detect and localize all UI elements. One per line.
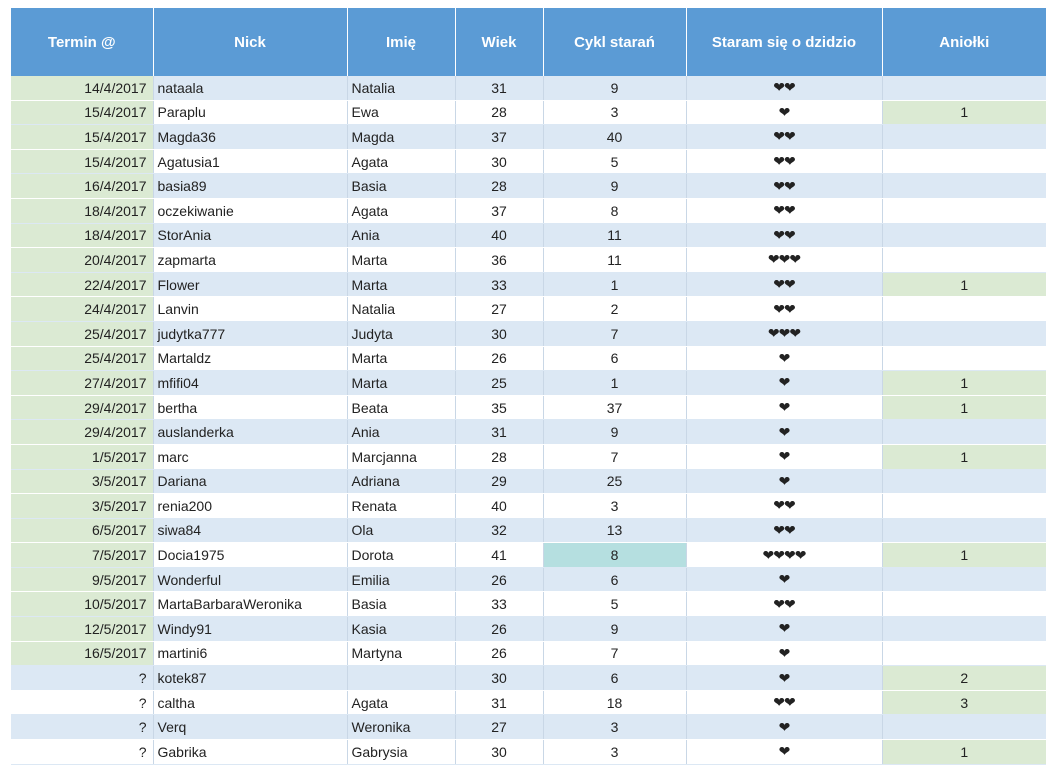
cell-wiek[interactable]: 26 [455,346,543,371]
cell-cykl[interactable]: 9 [543,174,686,199]
cell-cykl[interactable]: 18 [543,690,686,715]
header-row [11,8,1046,76]
cell-wiek[interactable]: 30 [455,666,543,691]
cell-cykl[interactable]: 7 [543,444,686,469]
cell-wiek[interactable]: 26 [455,641,543,666]
cell-cykl[interactable]: 3 [543,740,686,765]
table-row [11,641,1046,666]
cell-imie[interactable]: Adriana [347,469,455,494]
cell-termin[interactable]: 15/4/2017 [11,149,153,174]
cell-termin[interactable]: 10/5/2017 [11,592,153,617]
cell-aniolki[interactable]: 1 [882,444,1046,469]
cell-nick[interactable]: kotek87 [153,666,347,691]
cell-wiek[interactable]: 27 [455,297,543,322]
header-aniolki[interactable]: Aniołki [882,8,1046,76]
cell-wiek[interactable]: 28 [455,100,543,125]
cell-termin[interactable]: ? [11,690,153,715]
cell-nick[interactable]: Windy91 [153,617,347,642]
table-body [11,76,1046,764]
table-row [11,198,1046,223]
cell-aniolki[interactable]: 3 [882,690,1046,715]
cell-imie[interactable]: Marta [347,371,455,396]
cell-wiek[interactable]: 31 [455,76,543,100]
cell-aniolki[interactable] [882,125,1046,150]
cell-cykl[interactable]: 8 [543,198,686,223]
cell-wiek[interactable]: 28 [455,174,543,199]
table-row [11,543,1046,568]
cell-aniolki[interactable] [882,617,1046,642]
heart-icon[interactable]: ❤ [686,371,882,396]
cell-cykl[interactable]: 13 [543,518,686,543]
heart-icon[interactable]: ❤❤ [686,518,882,543]
cell-nick[interactable]: Martaldz [153,346,347,371]
cell-cykl[interactable]: 5 [543,149,686,174]
cell-imie[interactable]: Marta [347,248,455,273]
header-staram-sie[interactable]: Staram się o dzidzio [686,8,882,76]
table-row [11,666,1046,691]
cell-termin[interactable]: ? [11,666,153,691]
cell-wiek[interactable]: 27 [455,715,543,740]
cell-termin[interactable]: 25/4/2017 [11,346,153,371]
heart-icon[interactable]: ❤❤ [686,272,882,297]
heart-icon[interactable]: ❤ [686,617,882,642]
table-row [11,592,1046,617]
table-row [11,469,1046,494]
cell-termin[interactable]: 9/5/2017 [11,567,153,592]
heart-icon[interactable]: ❤ [686,715,882,740]
cell-aniolki[interactable]: 1 [882,740,1046,765]
cell-imie[interactable]: Ania [347,223,455,248]
table-row [11,321,1046,346]
cell-nick[interactable]: marc [153,444,347,469]
header-nick[interactable]: Nick [153,8,347,76]
cell-aniolki[interactable] [882,297,1046,322]
cell-termin[interactable]: 3/5/2017 [11,494,153,519]
table-row [11,690,1046,715]
cell-nick[interactable]: nataala [153,76,347,100]
cell-termin[interactable]: 29/4/2017 [11,420,153,445]
cell-nick[interactable]: Gabrika [153,740,347,765]
heart-icon[interactable]: ❤❤❤ [686,248,882,273]
cell-termin[interactable]: ? [11,715,153,740]
cell-imie[interactable]: Gabrysia [347,740,455,765]
table-row [11,395,1046,420]
heart-icon[interactable]: ❤ [686,346,882,371]
cell-aniolki[interactable]: 1 [882,100,1046,125]
cell-imie[interactable]: Marta [347,272,455,297]
cell-nick[interactable]: StorAnia [153,223,347,248]
cell-wiek[interactable]: 35 [455,395,543,420]
cell-wiek[interactable]: 26 [455,567,543,592]
header-termin[interactable]: Termin @ [11,8,153,76]
cell-aniolki[interactable] [882,567,1046,592]
heart-icon[interactable]: ❤❤ [686,690,882,715]
cell-wiek[interactable]: 25 [455,371,543,396]
heart-icon[interactable]: ❤ [686,666,882,691]
cell-aniolki[interactable] [882,149,1046,174]
cell-termin[interactable]: 7/5/2017 [11,543,153,568]
header-wiek[interactable]: Wiek [455,8,543,76]
cell-cykl[interactable]: 7 [543,321,686,346]
cell-cykl[interactable]: 9 [543,617,686,642]
cell-wiek[interactable]: 33 [455,592,543,617]
cell-imie[interactable] [347,666,455,691]
cell-aniolki[interactable] [882,518,1046,543]
table-row [11,518,1046,543]
heart-icon[interactable]: ❤❤ [686,125,882,150]
cell-nick[interactable]: Agatusia1 [153,149,347,174]
table-row [11,567,1046,592]
cell-wiek[interactable]: 30 [455,740,543,765]
cell-cykl[interactable]: 25 [543,469,686,494]
cell-cykl[interactable]: 1 [543,272,686,297]
cell-termin[interactable]: 29/4/2017 [11,395,153,420]
cell-wiek[interactable]: 31 [455,690,543,715]
cell-cykl[interactable]: 3 [543,715,686,740]
cell-nick[interactable]: bertha [153,395,347,420]
cell-nick[interactable]: Docia1975 [153,543,347,568]
cell-cykl[interactable]: 6 [543,567,686,592]
heart-icon[interactable]: ❤ [686,444,882,469]
cell-cykl[interactable]: 11 [543,223,686,248]
cell-nick[interactable]: caltha [153,690,347,715]
cell-termin[interactable]: 25/4/2017 [11,321,153,346]
cell-imie[interactable]: Kasia [347,617,455,642]
cell-cykl[interactable]: 8 [543,543,686,568]
cell-aniolki[interactable] [882,420,1046,445]
heart-icon[interactable]: ❤ [686,100,882,125]
cell-imie[interactable]: Marcjanna [347,444,455,469]
ttc-table-container [11,8,1046,765]
cell-cykl[interactable]: 11 [543,248,686,273]
cell-imie[interactable]: Basia [347,174,455,199]
cell-wiek[interactable]: 29 [455,469,543,494]
cell-wiek[interactable]: 37 [455,198,543,223]
cell-cykl[interactable]: 1 [543,371,686,396]
heart-icon[interactable]: ❤ [686,420,882,445]
table-row [11,346,1046,371]
heart-icon[interactable]: ❤ [686,395,882,420]
table-row [11,149,1046,174]
cell-imie[interactable]: Ania [347,420,455,445]
cell-wiek[interactable]: 33 [455,272,543,297]
cell-aniolki[interactable] [882,592,1046,617]
cell-nick[interactable]: martini6 [153,641,347,666]
cell-imie[interactable]: Magda [347,125,455,150]
table-row [11,297,1046,322]
table-row [11,371,1046,396]
heart-icon[interactable]: ❤❤❤ [686,321,882,346]
header-cykl[interactable]: Cykl starań [543,8,686,76]
table-row [11,715,1046,740]
cell-termin[interactable]: 24/4/2017 [11,297,153,322]
cell-aniolki[interactable] [882,248,1046,273]
ttc-table [11,8,1046,765]
cell-aniolki[interactable] [882,174,1046,199]
cell-imie[interactable]: Weronika [347,715,455,740]
cell-imie[interactable]: Basia [347,592,455,617]
cell-aniolki[interactable]: 2 [882,666,1046,691]
heart-icon[interactable]: ❤❤ [686,592,882,617]
cell-aniolki[interactable] [882,198,1046,223]
cell-wiek[interactable]: 40 [455,494,543,519]
cell-imie[interactable]: Beata [347,395,455,420]
cell-cykl[interactable]: 3 [543,494,686,519]
heart-icon[interactable]: ❤❤ [686,223,882,248]
table-row [11,125,1046,150]
cell-aniolki[interactable] [882,346,1046,371]
table-row [11,272,1046,297]
cell-aniolki[interactable] [882,494,1046,519]
cell-aniolki[interactable]: 1 [882,371,1046,396]
cell-nick[interactable]: siwa84 [153,518,347,543]
cell-termin[interactable]: 18/4/2017 [11,223,153,248]
cell-termin[interactable]: 3/5/2017 [11,469,153,494]
cell-cykl[interactable]: 40 [543,125,686,150]
cell-wiek[interactable]: 36 [455,248,543,273]
cell-imie[interactable]: Marta [347,346,455,371]
cell-nick[interactable]: Paraplu [153,100,347,125]
cell-aniolki[interactable]: 1 [882,272,1046,297]
cell-imie[interactable]: Natalia [347,297,455,322]
table-row [11,174,1046,199]
table-row [11,100,1046,125]
cell-nick[interactable]: basia89 [153,174,347,199]
cell-cykl[interactable]: 5 [543,592,686,617]
header-imie[interactable]: Imię [347,8,455,76]
heart-icon[interactable]: ❤ [686,469,882,494]
cell-aniolki[interactable]: 1 [882,395,1046,420]
cell-aniolki[interactable] [882,469,1046,494]
cell-nick[interactable]: oczekiwanie [153,198,347,223]
cell-aniolki[interactable] [882,715,1046,740]
cell-nick[interactable]: mfifi04 [153,371,347,396]
table-row [11,223,1046,248]
cell-cykl[interactable]: 9 [543,420,686,445]
cell-cykl[interactable]: 3 [543,100,686,125]
cell-imie[interactable]: Natalia [347,76,455,100]
cell-termin[interactable]: 6/5/2017 [11,518,153,543]
cell-wiek[interactable]: 32 [455,518,543,543]
heart-icon[interactable]: ❤❤ [686,174,882,199]
cell-aniolki[interactable]: 1 [882,543,1046,568]
cell-nick[interactable]: Wonderful [153,567,347,592]
heart-icon[interactable]: ❤ [686,641,882,666]
cell-nick[interactable]: judytka777 [153,321,347,346]
cell-cykl[interactable]: 2 [543,297,686,322]
cell-imie[interactable]: Ewa [347,100,455,125]
cell-cykl[interactable]: 6 [543,346,686,371]
cell-aniolki[interactable] [882,641,1046,666]
cell-termin[interactable]: 20/4/2017 [11,248,153,273]
heart-icon[interactable]: ❤❤❤❤ [686,543,882,568]
cell-aniolki[interactable] [882,223,1046,248]
cell-wiek[interactable]: 31 [455,420,543,445]
cell-termin[interactable]: 12/5/2017 [11,617,153,642]
cell-cykl[interactable]: 37 [543,395,686,420]
cell-imie[interactable]: Dorota [347,543,455,568]
cell-aniolki[interactable] [882,76,1046,100]
cell-imie[interactable]: Agata [347,149,455,174]
cell-nick[interactable]: Verq [153,715,347,740]
cell-imie[interactable]: Renata [347,494,455,519]
cell-wiek[interactable]: 30 [455,321,543,346]
cell-imie[interactable]: Judyta [347,321,455,346]
cell-termin[interactable]: 27/4/2017 [11,371,153,396]
cell-termin[interactable]: 18/4/2017 [11,198,153,223]
cell-cykl[interactable]: 7 [543,641,686,666]
table-row [11,617,1046,642]
cell-nick[interactable]: Dariana [153,469,347,494]
cell-termin[interactable]: 15/4/2017 [11,125,153,150]
cell-termin[interactable]: 15/4/2017 [11,100,153,125]
cell-nick[interactable]: Flower [153,272,347,297]
cell-termin[interactable]: 16/4/2017 [11,174,153,199]
table-row [11,420,1046,445]
heart-icon[interactable]: ❤ [686,567,882,592]
cell-nick[interactable]: Lanvin [153,297,347,322]
cell-cykl[interactable]: 9 [543,76,686,100]
table-row [11,444,1046,469]
cell-termin[interactable]: 14/4/2017 [11,76,153,100]
cell-wiek[interactable]: 37 [455,125,543,150]
cell-imie[interactable]: Ola [347,518,455,543]
cell-cykl[interactable]: 6 [543,666,686,691]
table-row [11,494,1046,519]
cell-nick[interactable]: auslanderka [153,420,347,445]
cell-imie[interactable]: Agata [347,690,455,715]
cell-nick[interactable]: Magda36 [153,125,347,150]
cell-imie[interactable]: Martyna [347,641,455,666]
heart-icon[interactable]: ❤❤ [686,76,882,100]
cell-imie[interactable]: Emilia [347,567,455,592]
heart-icon[interactable]: ❤❤ [686,198,882,223]
heart-icon[interactable]: ❤❤ [686,149,882,174]
cell-termin[interactable]: 16/5/2017 [11,641,153,666]
cell-wiek[interactable]: 26 [455,617,543,642]
table-row [11,740,1046,765]
cell-nick[interactable]: renia200 [153,494,347,519]
cell-wiek[interactable]: 41 [455,543,543,568]
cell-aniolki[interactable] [882,321,1046,346]
cell-imie[interactable]: Agata [347,198,455,223]
heart-icon[interactable]: ❤❤ [686,297,882,322]
cell-termin[interactable]: 1/5/2017 [11,444,153,469]
heart-icon[interactable]: ❤ [686,740,882,765]
cell-wiek[interactable]: 28 [455,444,543,469]
cell-termin[interactable]: 22/4/2017 [11,272,153,297]
table-row [11,248,1046,273]
cell-wiek[interactable]: 30 [455,149,543,174]
table-row [11,76,1046,100]
cell-termin[interactable]: ? [11,740,153,765]
heart-icon[interactable]: ❤❤ [686,494,882,519]
cell-wiek[interactable]: 40 [455,223,543,248]
cell-nick[interactable]: MartaBarbaraWeronika [153,592,347,617]
cell-nick[interactable]: zapmarta [153,248,347,273]
